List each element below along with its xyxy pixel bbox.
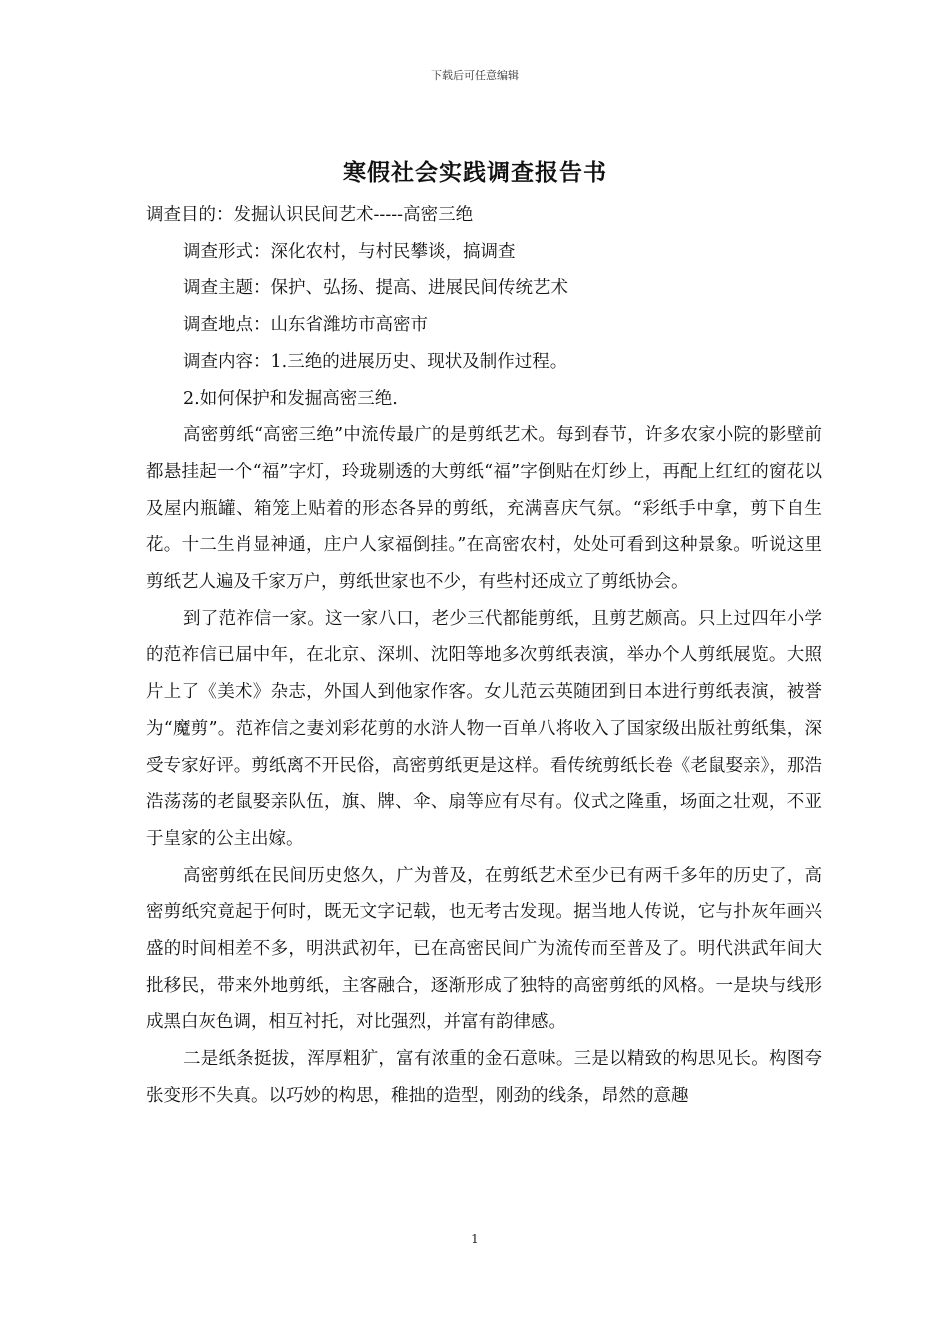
paragraph-3: 高密剪纸在民间历史悠久，广为普及，在剪纸艺术至少已有两千多年的历史了，高密剪纸究竟起于何时，既无文字记载，也无考古发现。据当地人传说，它与扑灰年画兴盛的时间相差不多，明洪武初年，已在高密民间广为流传而至普及了。明代洪武年间大批移民，带来外地剪纸，主客融合，逐渐形成了独特的高密剪纸的风格。一是块与线形成黑白灰色调，相互衬托，对比强烈，并富有韵律感。 (146, 865, 822, 1033)
document-body (146, 197, 822, 1115)
paragraph-1: 高密剪纸“高密三绝”中流传最广的是剪纸艺术。每到春节，许多农家小院的影壁前都悬挂起一个“福”字灯，玲珑剔透的大剪纸“福”字倒贴在灯纱上，再配上红红的窗花以及屋内瓶罐、箱笼上贴着的形态各异的剪纸，充满喜庆气氛。“彩纸手中拿，剪下自生花。十二生肖显神通，庄户人家福倒挂。”在高密农村，处处可看到这种景象。听说这里剪纸艺人遍及千家万户，剪纸世家也不少，有些村还成立了剪纸协会。 (146, 425, 822, 593)
header-note: 下载后可任意编辑 (431, 69, 519, 82)
info-form: 调查形式：深化农村，与村民攀谈，搞调查 (183, 241, 516, 262)
page-number: 1 (471, 1232, 479, 1246)
document-title: 寒假社会实践调查报告书 (343, 159, 607, 186)
info-theme: 调查主题：保护、弘扬、提高、进展民间传统艺术 (183, 278, 568, 299)
info-content-item-2: 2.如何保护和发掘高密三绝. (183, 388, 398, 409)
paragraph-2: 到了范祚信一家。这一家八口，老少三代都能剪纸，且剪艺颇高。只上过四年小学的范祚信已届中年，在北京、深圳、沈阳等地多次剪纸表演，举办个人剪纸展览。大照片上了《美术》杂志，外国人到他家作客。女儿范云英随团到日本进行剪纸表演，被誉为“魔剪”。范祚信之妻刘彩花剪的水浒人物一百单八将收入了国家级出版社剪纸集，深受专家好评。剪纸离不开民俗，高密剪纸更是这样。看传统剪纸长卷《老鼠娶亲》，那浩浩荡荡的老鼠娶亲队伍，旗、牌、伞、扇等应有尽有。仪式之隆重，场面之壮观，不亚于皇家的公主出嫁。 (146, 608, 822, 849)
info-purpose: 调查目的：发掘认识民间艺术-----高密三绝 (146, 205, 474, 225)
info-location: 调查地点：山东省潍坊市高密市 (183, 315, 428, 336)
paragraph-4: 二是纸条挺拔，浑厚粗犷，富有浓重的金石意味。三是以精致的构思见长。构图夸张变形不失真。以巧妙的构思，稚拙的造型，刚劲的线条，昂然的意趣 (146, 1049, 822, 1106)
info-content: 调查内容：1.三绝的进展历史、现状及制作过程。 (183, 351, 568, 372)
